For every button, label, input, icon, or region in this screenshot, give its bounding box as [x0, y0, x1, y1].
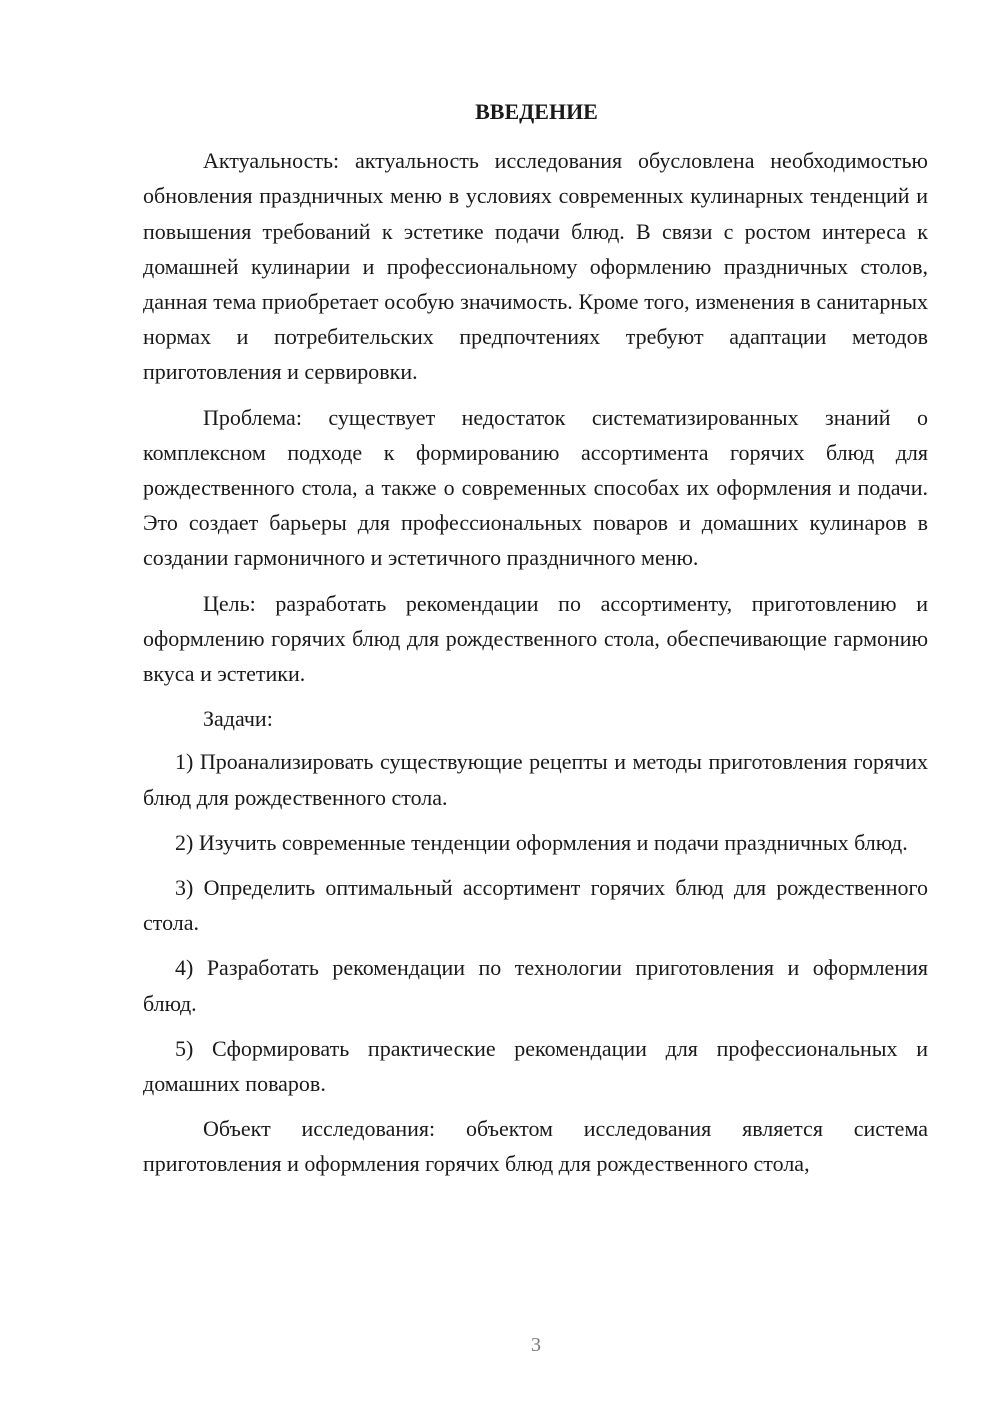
- relevance-paragraph: Актуальность: актуальность исследования обусловлена необходимостью обновления праздничных меню в условиях современных кулинарных тенденций и повышения требований к эстетике подачи блюд. В связи с ростом интереса к домашней кулинарии и профессиональному оформлению праздничных столов, данная тема приобретает особую значимость. Кроме того, изменения в санитарных нормах и потребительских предпочтениях требуют адаптации методов приготовления и сервировки.: [143, 148, 928, 385]
- task-item-3: 3) Определить оптимальный ассортимент горячих блюд для рождественного стола.: [143, 875, 928, 936]
- page-content: [143, 94, 928, 1192]
- page-number: 3: [531, 1334, 541, 1356]
- section-title: ВВЕДЕНИЕ: [475, 99, 598, 124]
- task-item-4: 4) Разработать рекомендации по технологии приготовления и оформления блюд.: [143, 955, 928, 1016]
- problem-paragraph: Проблема: существует недостаток систематизированных знаний о комплексном подходе к формированию ассортимента горячих блюд для рождественного стола, а также о современных способах их оформления и подачи. Это создает барьеры для профессиональных поваров и домашних кулинаров в создании гармоничного и эстетичного праздничного меню.: [143, 404, 928, 571]
- task-item-5: 5) Сформировать практические рекомендации для профессиональных и домашних поваров.: [143, 1035, 928, 1097]
- object-paragraph: Объект исследования: объектом исследования является система приготовления и оформления горячих блюд для рождественного стола,: [143, 1116, 928, 1177]
- goal-paragraph: Цель: разработать рекомендации по ассортименту, приготовлению и оформлению горячих блюд для рождественного стола, обеспечивающие гармонию вкуса и эстетики.: [143, 590, 928, 687]
- tasks-heading: Задачи:: [203, 706, 273, 732]
- task-item-2: 2) Изучить современные тенденции оформления и подачи праздничных блюд.: [175, 829, 908, 855]
- task-item-1: 1) Проанализировать существующие рецепты и методы приготовления горячих блюд для рождественного стола.: [143, 749, 928, 810]
